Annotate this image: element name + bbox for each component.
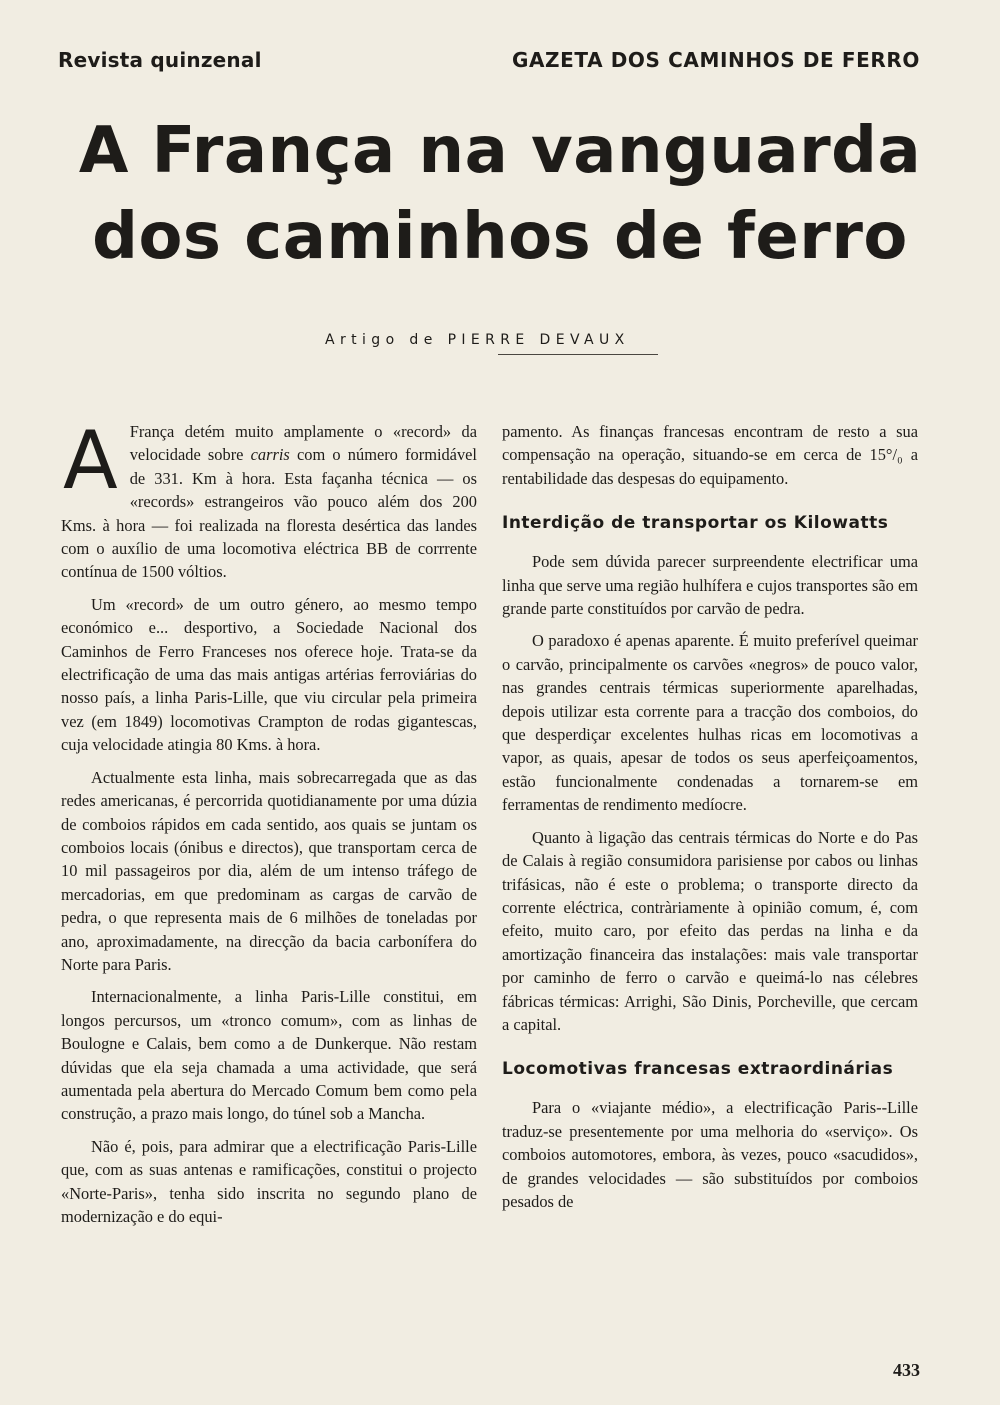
- paragraph-6: pamento. As finanças francesas encontram de resto a sua compensação na operação, situando-se em cerca de 15°/₀ a rentabilidade das despesas do equipamento.: [502, 422, 918, 488]
- paragraph-9: Quanto à ligação das centrais térmicas do Norte e do Pas de Calais à região consumidora parisiense por cabos ou linhas trifásicas, não é este o problema; o transporte directo da corrente eléctrica, contràriamente à opinião comum, é, com efeito, muito caro, por efeito das perdas na linha e da amortização financeira das instalações: mais vale transportar por caminho de ferro o carvão e queimá-lo nas célebres fábricas térmicas: Arrighi, São Dinis, Porcheville, que cercam a capital.: [502, 827, 918, 1034]
- section-heading-locomotivas: Locomotivas francesas extraordinárias: [502, 1059, 894, 1080]
- title-line-1: A França na vanguarda: [78, 114, 922, 188]
- running-header-right: GAZETA DOS CAMINHOS DE FERRO: [511, 48, 920, 72]
- running-header-left: Revista quinzenal: [58, 48, 262, 72]
- byline-rule: [498, 354, 658, 355]
- title-line-2: dos caminhos de ferro: [92, 200, 908, 274]
- paragraph-8: O paradoxo é apenas aparente. É muito preferível queimar o carvão, principalmente os carvões «negros» de pouco valor, nas grandes centrais térmicas superiormente aparelhadas, depois utilizar esta corrente para a tracção dos comboios, do que desperdiçar excelentes hulhas ricas em locomotivas a vapor, as quais, apesar de todos os seus aperfeiçoamentos, estão funcionalmente condenadas a tornarem-se em ferramentas de rendimento medíocre.: [502, 631, 918, 815]
- section-heading-kilowatts: Interdição de transportar os Kilowatts: [502, 513, 889, 534]
- paragraph-1-text-a: França detém muito amplamente o «record» da velocidade sobre: [129, 422, 477, 465]
- page-number: 433: [893, 1360, 920, 1380]
- paragraph-7: Pode sem dúvida parecer surpreendente electrificar uma linha que serve uma região hulhífera e cujos transportes são em grande parte constituídos por carvão de pedra.: [502, 552, 918, 619]
- left-column: [61, 414, 477, 1237]
- byline: Artigo de PIERRE DEVAUX: [325, 332, 630, 348]
- paragraph-1: [61, 414, 477, 584]
- paragraph-2: Um «record» de um outro género, ao mesmo tempo económico e... desportivo, a Sociedade Nacional dos Caminhos de Ferro Franceses nos oferece hoje. Trata-se da electrificação de uma das mais antigas artérias ferroviárias do nosso país, a linha Paris-Lille, que viu circular pela primeira vez (em 1849) locomotivas Crampton de rodas gigantescas, cuja velocidade atingia 80 Kms. à hora.: [61, 594, 477, 755]
- drop-cap: A: [63, 414, 118, 507]
- paragraph-3: Actualmente esta linha, mais sobrecarregada que as das redes americanas, é percorrida quotidianamente por uma dúzia de comboios rápidos em cada sentido, aos quais se juntam os comboios locais (ónibus e directos), que transportam cerca de 10 mil passageiros por dia, além de um intenso tráfego de mercadorias, em que predominam as cargas de carvão de pedra, o que representa mais de 6 milhões de toneladas por ano, aproximadamente, na direcção da bacia carbonífera do Norte para Paris.: [61, 767, 477, 974]
- article-title: [40, 108, 960, 280]
- paragraph-4: Internacionalmente, a linha Paris-Lille constitui, em longos percursos, um «tronco comum», com as linhas de Boulogne e Calais, bem como a de Dunkerque. Não restam dúvidas que ela seja chamada a uma actividade, que será aumentada pela abertura do Mercado Comum bem como pela construção, a prazo mais longo, do túnel sob a Mancha.: [61, 987, 477, 1124]
- paragraph-1-italic: carris: [250, 445, 290, 465]
- right-column: [502, 420, 918, 1222]
- paragraph-1-text-b: com o número formidável de 331. Km à hora. Esta façanha técnica — os «records» estrangeiros vão pouco além dos 200 Kms. à hora — foi realizada na floresta desértica das landes com o auxílio de uma locomotiva eléctrica BB de corrrente contínua de 1500 vóltios.: [61, 445, 477, 582]
- paragraph-5: Não é, pois, para admirar que a electrificação Paris-Lille que, com as suas antenas e ramificações, constitui o projecto «Norte-Paris», tenha sido inscrita no segundo plano de modernização e do equi-: [61, 1136, 477, 1226]
- paragraph-10: Para o «viajante médio», a electrificação Paris--Lille traduz-se presentemente por uma melhoria do «serviço». Os comboios automotores, embora, às vezes, pouco «sacudidos», de grandes velocidades — são substituídos por comboios pesados de: [502, 1098, 918, 1211]
